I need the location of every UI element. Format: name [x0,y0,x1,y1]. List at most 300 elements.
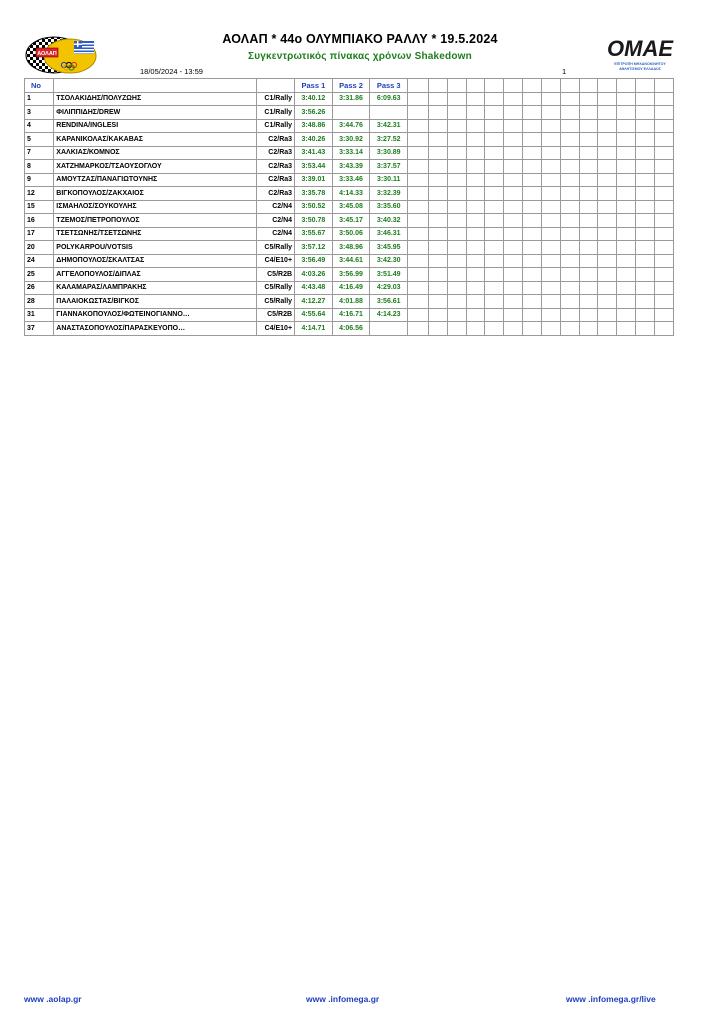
empty-cell [617,268,636,282]
pass3-time-cell: 3:56.61 [370,295,408,309]
empty-cell [447,160,466,174]
empty-cell [541,133,560,147]
empty-cell [654,241,673,255]
crew-cell: ΑΜΟΥΤΖΑΣ/ΠΑΝΑΓΙΩΤΟΥΝΗΣ [54,173,257,187]
empty-cell [598,214,617,228]
car-number-cell: 37 [25,322,54,336]
empty-cell [598,227,617,241]
empty-cell [485,227,504,241]
empty-cell [541,322,560,336]
column-header-crew [54,79,257,93]
empty-cell [541,268,560,282]
pass2-time-cell: 3:48.96 [332,241,370,255]
empty-cell [636,173,655,187]
omae-logo-sub2: ΑΘΛΗΤΙΣΜΟΥ ΕΛΛΑΔΟΣ [619,67,661,71]
empty-cell [447,268,466,282]
footer-link-infomega-live[interactable]: www .infomega.gr/live [566,994,656,1004]
crew-cell: ΧΑΛΚΙΑΣ/ΚΟΜΝΟΣ [54,146,257,160]
empty-cell [523,160,542,174]
omae-logo-text: OMAE [607,36,673,61]
class-cell: C5/Rally [257,281,295,295]
empty-cell [579,281,598,295]
empty-cell [485,322,504,336]
empty-cell [541,187,560,201]
empty-cell [541,200,560,214]
empty-cell [504,295,523,309]
empty-cell [654,268,673,282]
empty-cell [636,160,655,174]
car-number-cell: 28 [25,295,54,309]
shakedown-times-table [24,78,674,336]
empty-cell [485,119,504,133]
empty-cell [636,241,655,255]
footer-link-aolap[interactable]: www .aolap.gr [24,994,82,1004]
table-row [25,106,674,120]
empty-cell [408,160,429,174]
empty-cell [579,160,598,174]
empty-cell [560,160,579,174]
empty-cell [485,146,504,160]
empty-cell [560,173,579,187]
pass3-time-cell: 3:27.52 [370,133,408,147]
empty-cell [617,322,636,336]
empty-cell [466,308,485,322]
column-header-class [257,79,295,93]
crew-cell: ΓΙΑΝΝΑΚΟΠΟΥΛΟΣ/ΦΩΤΕΙΝΟΓΙΑΝΝΟ… [54,308,257,322]
table-row [25,133,674,147]
pass2-time-cell: 3:44.76 [332,119,370,133]
empty-cell [466,92,485,106]
empty-cell [617,308,636,322]
pass1-time-cell: 4:14.71 [295,322,333,336]
empty-cell [617,173,636,187]
aolap-logo [24,33,100,75]
class-cell: C2/Ra3 [257,146,295,160]
empty-cell [523,133,542,147]
pass3-time-cell: 3:40.32 [370,214,408,228]
empty-cell [408,308,429,322]
empty-cell [579,92,598,106]
empty-cell [428,295,447,309]
empty-cell [447,227,466,241]
class-cell: C5/R2B [257,308,295,322]
empty-cell [466,160,485,174]
empty-cell [636,214,655,228]
pass2-time-cell: 4:14.33 [332,187,370,201]
table-row [25,214,674,228]
pass2-time-cell: 3:45.08 [332,200,370,214]
empty-cell [504,187,523,201]
table-row [25,173,674,187]
car-number-cell: 26 [25,281,54,295]
empty-cell [466,322,485,336]
pass3-time-cell: 3:30.11 [370,173,408,187]
class-cell: C2/N4 [257,200,295,214]
empty-cell [598,92,617,106]
car-number-cell: 5 [25,133,54,147]
empty-cell [504,119,523,133]
column-header-empty [541,79,560,93]
empty-cell [504,173,523,187]
empty-cell [485,214,504,228]
class-cell: C2/Ra3 [257,187,295,201]
empty-cell [447,146,466,160]
empty-cell [579,173,598,187]
empty-cell [408,106,429,120]
pass2-time-cell: 3:30.92 [332,133,370,147]
empty-cell [617,200,636,214]
empty-cell [617,106,636,120]
table-row [25,119,674,133]
empty-cell [408,254,429,268]
pass1-time-cell: 3:39.01 [295,173,333,187]
empty-cell [504,227,523,241]
empty-cell [598,200,617,214]
empty-cell [466,133,485,147]
pass1-time-cell: 4:03.26 [295,268,333,282]
pass1-time-cell: 4:12.27 [295,295,333,309]
column-header-empty [485,79,504,93]
empty-cell [541,214,560,228]
empty-cell [541,241,560,255]
empty-cell [598,160,617,174]
empty-cell [654,92,673,106]
car-number-cell: 4 [25,119,54,133]
empty-cell [504,133,523,147]
empty-cell [560,146,579,160]
class-cell: C5/Rally [257,241,295,255]
empty-cell [523,173,542,187]
pass2-time-cell: 3:31.86 [332,92,370,106]
empty-cell [447,200,466,214]
table-body [25,92,674,335]
pass3-time-cell: 4:14.23 [370,308,408,322]
pass3-time-cell: 3:42.30 [370,254,408,268]
empty-cell [447,133,466,147]
empty-cell [579,106,598,120]
table-row [25,308,674,322]
empty-cell [485,173,504,187]
column-header-empty [617,79,636,93]
empty-cell [636,254,655,268]
empty-cell [560,200,579,214]
empty-cell [654,308,673,322]
pass1-time-cell: 3:50.52 [295,200,333,214]
column-header-empty [408,79,429,93]
empty-cell [541,119,560,133]
table-row [25,187,674,201]
empty-cell [466,214,485,228]
car-number-cell: 1 [25,92,54,106]
empty-cell [504,268,523,282]
crew-cell: ΤΣΟΛΑΚΙΔΗΣ/ΠΟΛΥΖΩΗΣ [54,92,257,106]
empty-cell [485,281,504,295]
empty-cell [504,322,523,336]
empty-cell [579,133,598,147]
pass1-time-cell: 3:35.78 [295,187,333,201]
empty-cell [654,146,673,160]
empty-cell [447,173,466,187]
pass2-time-cell: 3:56.99 [332,268,370,282]
pass3-time-cell: 3:32.39 [370,187,408,201]
column-header-pass2: Pass 2 [332,79,370,93]
car-number-cell: 16 [25,214,54,228]
empty-cell [560,187,579,201]
empty-cell [541,106,560,120]
pass3-time-cell: 3:51.49 [370,268,408,282]
empty-cell [485,295,504,309]
car-number-cell: 24 [25,254,54,268]
class-cell: C4/E10+ [257,254,295,268]
table-row [25,200,674,214]
empty-cell [579,227,598,241]
car-number-cell: 20 [25,241,54,255]
empty-cell [408,133,429,147]
empty-cell [447,295,466,309]
empty-cell [523,106,542,120]
empty-cell [636,322,655,336]
empty-cell [408,281,429,295]
empty-cell [408,322,429,336]
empty-cell [523,146,542,160]
empty-cell [408,173,429,187]
pass1-time-cell: 3:56.49 [295,254,333,268]
empty-cell [541,227,560,241]
empty-cell [523,268,542,282]
pass1-time-cell: 3:40.26 [295,133,333,147]
empty-cell [636,281,655,295]
empty-cell [428,241,447,255]
empty-cell [428,281,447,295]
empty-cell [466,295,485,309]
pass1-time-cell: 3:56.26 [295,106,333,120]
empty-cell [598,268,617,282]
empty-cell [598,187,617,201]
column-header-empty [428,79,447,93]
empty-cell [447,214,466,228]
empty-cell [598,133,617,147]
class-cell: C5/Rally [257,295,295,309]
empty-cell [560,254,579,268]
pass1-time-cell: 4:55.64 [295,308,333,322]
empty-cell [485,254,504,268]
empty-cell [541,160,560,174]
empty-cell [579,268,598,282]
pass3-time-cell: 3:45.95 [370,241,408,255]
empty-cell [598,106,617,120]
empty-cell [560,268,579,282]
empty-cell [466,254,485,268]
empty-cell [428,254,447,268]
empty-cell [485,106,504,120]
empty-cell [466,268,485,282]
pass3-time-cell: 3:35.60 [370,200,408,214]
footer-link-infomega[interactable]: www .infomega.gr [306,994,380,1004]
column-header-no: No [25,79,54,93]
crew-cell: ΔΗΜΟΠΟΥΛΟΣ/ΣΚΑΛΤΣΑΣ [54,254,257,268]
empty-cell [560,241,579,255]
empty-cell [560,281,579,295]
empty-cell [523,187,542,201]
empty-cell [541,173,560,187]
omae-logo-sub1: ΕΠΙΤΡΟΠΗ ΜΗΧΑΝΟΚΙΝΗΤΟΥ [614,62,666,66]
empty-cell [636,119,655,133]
empty-cell [504,146,523,160]
empty-cell [654,173,673,187]
class-cell: C2/Ra3 [257,173,295,187]
empty-cell [428,173,447,187]
empty-cell [466,106,485,120]
empty-cell [579,322,598,336]
pass2-time-cell: 3:45.17 [332,214,370,228]
empty-cell [466,241,485,255]
empty-cell [523,241,542,255]
empty-cell [447,119,466,133]
empty-cell [523,200,542,214]
table-row [25,92,674,106]
empty-cell [617,295,636,309]
pass3-time-cell [370,322,408,336]
empty-cell [617,254,636,268]
empty-cell [541,146,560,160]
empty-cell [541,92,560,106]
empty-cell [504,106,523,120]
pass2-time-cell: 3:43.39 [332,160,370,174]
empty-cell [560,308,579,322]
print-datetime: 18/05/2024 - 13:59 [140,67,203,76]
empty-cell [598,241,617,255]
empty-cell [617,214,636,228]
car-number-cell: 8 [25,160,54,174]
empty-cell [523,214,542,228]
empty-cell [408,268,429,282]
empty-cell [428,160,447,174]
empty-cell [466,187,485,201]
empty-cell [617,92,636,106]
empty-cell [504,241,523,255]
empty-cell [485,160,504,174]
pass2-time-cell: 3:33.46 [332,173,370,187]
column-header-empty [598,79,617,93]
pass3-time-cell: 6:09.63 [370,92,408,106]
page-number: 1 [562,67,567,76]
crew-cell: ΠΑΛΑΙΟΚΩΣΤΑΣ/ΒΙΓΚΟΣ [54,295,257,309]
pass2-time-cell: 4:01.88 [332,295,370,309]
empty-cell [617,281,636,295]
empty-cell [560,214,579,228]
empty-cell [636,146,655,160]
empty-cell [408,119,429,133]
pass3-time-cell: 3:42.31 [370,119,408,133]
car-number-cell: 3 [25,106,54,120]
class-cell: C2/Ra3 [257,133,295,147]
empty-cell [428,187,447,201]
empty-cell [654,254,673,268]
empty-cell [636,308,655,322]
empty-cell [598,281,617,295]
empty-cell [408,214,429,228]
empty-cell [617,227,636,241]
empty-cell [428,146,447,160]
empty-cell [654,133,673,147]
crew-cell: ΤΖΕΜΟΣ/ΠΕΤΡΟΠΟΥΛΟΣ [54,214,257,228]
column-header-pass1: Pass 1 [295,79,333,93]
empty-cell [654,227,673,241]
empty-cell [408,92,429,106]
car-number-cell: 15 [25,200,54,214]
class-cell: C1/Rally [257,119,295,133]
empty-cell [636,200,655,214]
table-row [25,268,674,282]
empty-cell [447,322,466,336]
empty-cell [504,281,523,295]
pass3-time-cell: 4:29.03 [370,281,408,295]
empty-cell [523,281,542,295]
empty-cell [654,200,673,214]
table-row [25,160,674,174]
pass2-time-cell: 3:44.61 [332,254,370,268]
empty-cell [428,322,447,336]
empty-cell [504,160,523,174]
empty-cell [579,295,598,309]
class-cell: C1/Rally [257,92,295,106]
column-header-empty [654,79,673,93]
pass3-time-cell [370,106,408,120]
column-header-pass3: Pass 3 [370,79,408,93]
column-header-empty [579,79,598,93]
empty-cell [466,281,485,295]
empty-cell [485,187,504,201]
car-number-cell: 25 [25,268,54,282]
empty-cell [654,322,673,336]
empty-cell [408,200,429,214]
empty-cell [560,106,579,120]
empty-cell [654,160,673,174]
empty-cell [428,214,447,228]
class-cell: C5/R2B [257,268,295,282]
empty-cell [523,308,542,322]
column-header-empty [447,79,466,93]
empty-cell [636,295,655,309]
empty-cell [485,92,504,106]
empty-cell [428,92,447,106]
pass1-time-cell: 3:41.43 [295,146,333,160]
crew-cell: ΙΣΜΑΗΛΟΣ/ΣΟΥΚΟΥΛΗΣ [54,200,257,214]
empty-cell [579,187,598,201]
empty-cell [617,241,636,255]
empty-cell [447,308,466,322]
pass2-time-cell: 3:33.14 [332,146,370,160]
table-row [25,241,674,255]
empty-cell [408,187,429,201]
page-subtitle: Συγκεντρωτικός πίνακας χρόνων Shakedown [248,51,472,62]
empty-cell [428,308,447,322]
empty-cell [560,133,579,147]
pass2-time-cell: 4:16.71 [332,308,370,322]
car-number-cell: 7 [25,146,54,160]
empty-cell [504,214,523,228]
empty-cell [466,119,485,133]
aolap-logo-text: ΑΟΛΑΠ [37,51,57,57]
empty-cell [428,200,447,214]
pass2-time-cell: 3:50.06 [332,227,370,241]
empty-cell [485,268,504,282]
empty-cell [428,106,447,120]
empty-cell [485,133,504,147]
empty-cell [523,322,542,336]
column-header-empty [466,79,485,93]
column-header-empty [523,79,542,93]
